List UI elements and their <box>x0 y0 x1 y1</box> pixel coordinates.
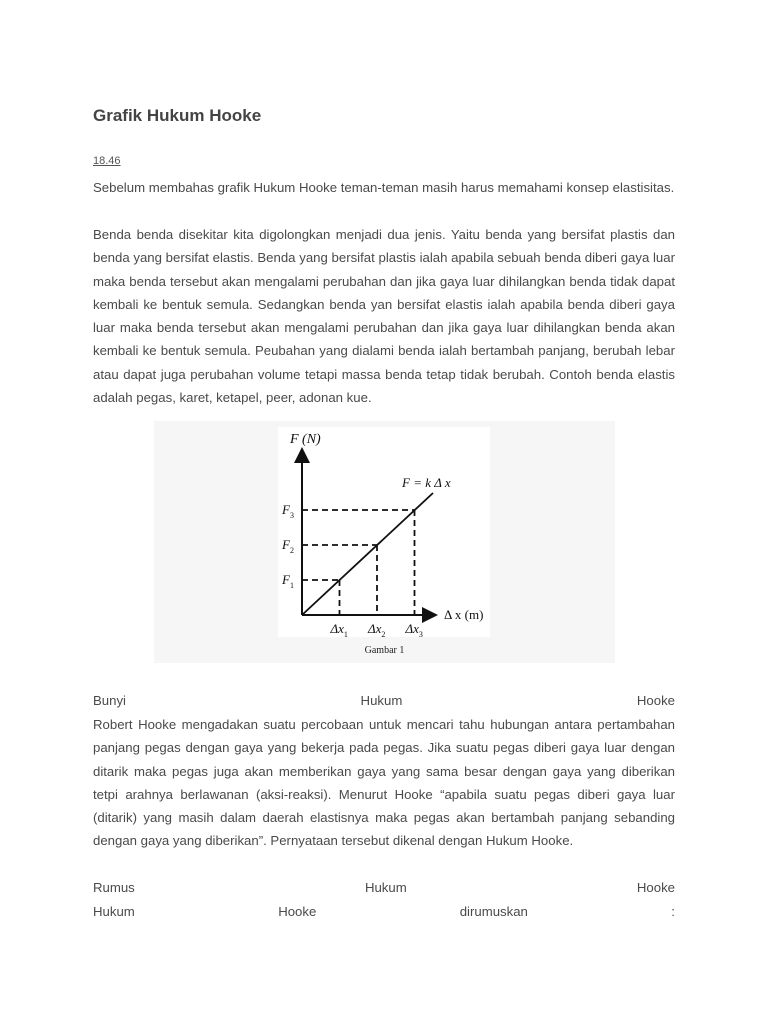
heading-bunyi-hukum-hooke <box>93 689 675 712</box>
y-tick-label: $F_3$ <box>282 502 294 520</box>
paragraph-2-text: Benda benda disekitar kita digolongkan menjadi dua jenis. Yaitu benda yang bersifat plastis dan benda yang bersifat elastis. Benda yang bersifat plastis ialah apabila sebuah benda diberi gaya luar maka benda tersebut akan mengalami perubahan dan jika gaya luar dihilangkan benda tidak dapat kembali ke bentuk semula. Sedangkan benda yan bersifat elastis ialah apabila benda diberi gaya luar maka benda tersebut akan mengalami perubahan dan jika gaya luar dihilangkan benda akan kembali ke bentuk semula. Peubahan yang dialami benda ialah bertambah panjang, berubah lebar atau dapat juga perubahan volume tetapi massa benda tetap tidak berubah. Contoh benda elastis adalah pegas, karet, ketapel, peer, adonan kue. <box>93 227 675 406</box>
word: Bunyi <box>93 693 126 708</box>
word: Hooke <box>278 904 317 919</box>
figure-graph <box>154 421 615 663</box>
word: Hooke <box>636 880 675 895</box>
heading-rumus-hukum-hooke <box>93 876 675 899</box>
word: dirumuskan <box>459 904 528 919</box>
line-equation-label: F = k Δ x <box>402 475 451 490</box>
x-tick-label: $\Delta x_2$ <box>368 621 386 637</box>
page-title: Grafik Hukum Hooke <box>93 106 262 125</box>
word: Hukum <box>364 880 407 895</box>
hooke-graph-svg <box>278 427 490 637</box>
paragraph-3-text: Robert Hooke mengadakan suatu percobaan untuk mencari tahu hubungan antara pertambahan panjang pegas dengan gaya yang bekerja pada pegas. Jika suatu pegas diberi gaya luar dengan ditarik maka pegas juga akan memberikan gaya yang sama besar dengan gaya yang diberikan tetpi arahnya berlawanan (aksi-reaksi). Menurut Hooke “apabila suatu pegas diberi gaya luar (ditarik) yang masih dalam daerah elastisnya maka pegas akan bertambah panjang sebanding dengan gaya yang diberikan”. Pernyataan tersebut dikenal dengan Hukum Hooke. <box>93 717 675 849</box>
figure-caption: Gambar 1 <box>364 645 405 656</box>
word: : <box>671 904 675 919</box>
y-tick-label: $F_2$ <box>282 537 294 555</box>
y-tick-label: $F_1$ <box>282 572 294 590</box>
word: Hukum <box>93 904 135 919</box>
x-tick-label: $\Delta x_1$ <box>330 621 348 637</box>
paragraph-robert-hooke <box>93 713 675 853</box>
word: Rumus <box>93 880 135 895</box>
post-time-link[interactable]: 18.46 <box>93 155 121 167</box>
hooke-line <box>302 493 433 615</box>
paragraph-plastis-elastis <box>93 223 675 409</box>
word: Hooke <box>636 693 675 708</box>
x-axis-label: Δ x (m) <box>444 607 484 622</box>
x-tick-label: $\Delta x_3$ <box>405 621 423 637</box>
graph-canvas <box>278 427 490 637</box>
y-axis-label: F (N) <box>290 432 321 447</box>
intro-paragraph <box>93 176 675 199</box>
line-hukum-hooke-dirumuskan <box>93 900 675 923</box>
word: Hukum <box>360 693 403 708</box>
intro-text: Sebelum membahas grafik Hukum Hooke teman-teman masih harus memahami konsep elastisitas. <box>93 180 675 195</box>
